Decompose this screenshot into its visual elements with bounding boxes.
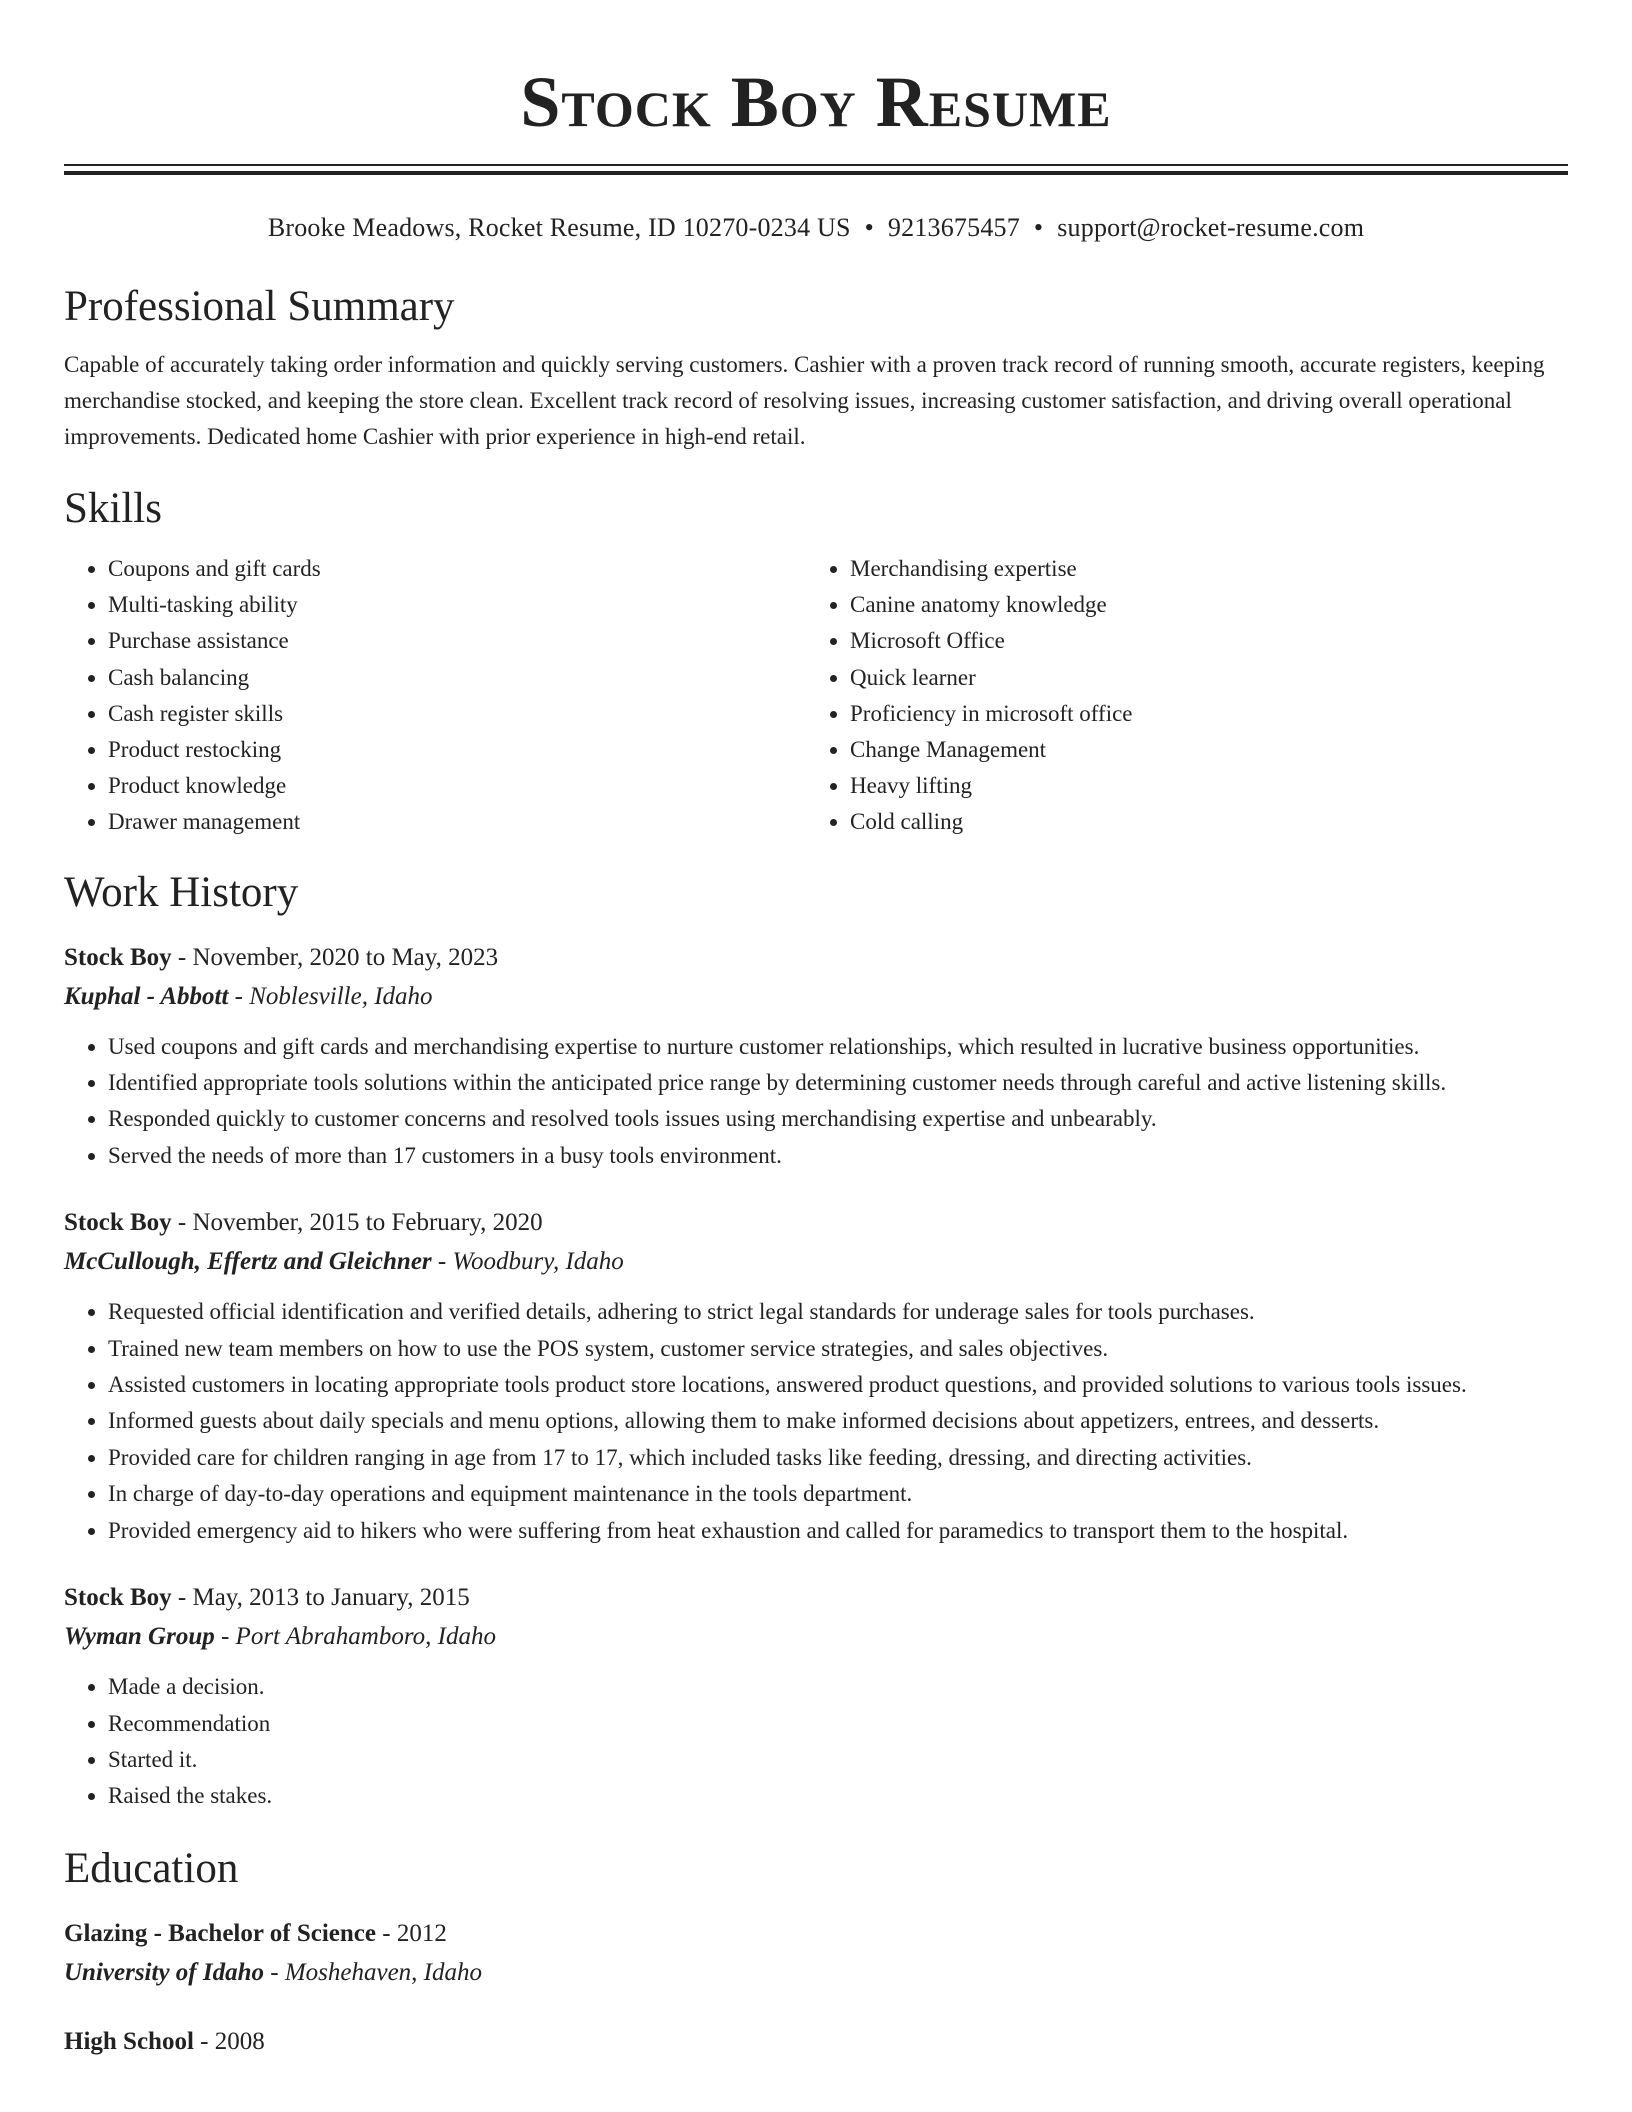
job-company: Wyman Group (64, 1623, 215, 1651)
job-bullets (64, 1669, 1568, 1815)
degree-line (64, 2023, 1568, 2061)
skill-item: • Canine anatomy knowledge (850, 587, 1550, 623)
contact-address: Brooke Meadows, Rocket Resume, ID 10270-0234 US (267, 213, 851, 242)
job-company-line (64, 977, 1568, 1017)
job-entry (64, 1204, 1568, 1549)
job-location: - Port Abrahamboro, Idaho (214, 1623, 496, 1651)
degree-year: - 2012 (376, 1919, 447, 1947)
skill-item: • Cold calling (850, 804, 1550, 840)
resume-title: Stock Boy Resume (520, 62, 1112, 142)
job-dates: - November, 2020 to May, 2023 (171, 943, 499, 971)
job-company: Kuphal - Abbott (64, 982, 229, 1010)
skill-item: • Merchandising expertise (850, 551, 1550, 587)
job-company: McCullough, Effertz and Gleichner (64, 1248, 432, 1276)
degree-year: - 2008 (193, 2027, 265, 2055)
education-heading: Education (64, 1844, 239, 1892)
degree-name: Glazing - Bachelor of Science (64, 1919, 376, 1947)
contact-email: support@rocket-resume.com (1057, 213, 1365, 242)
job-bullet: • Raised the stakes. (108, 1778, 1568, 1814)
title-divider (64, 164, 1568, 175)
job-location: - Noblesville, Idaho (228, 982, 433, 1010)
job-entry (64, 1579, 1568, 1815)
job-title: Stock Boy (64, 1584, 172, 1612)
skill-item: • Product restocking (108, 732, 806, 768)
skill-item: • Multi-tasking ability (108, 587, 806, 623)
school-location: - Moshehaven, Idaho (264, 1958, 482, 1986)
job-bullet: • Served the needs of more than 17 customers in a busy tools environment. (108, 1138, 1568, 1174)
summary-text: Capable of accurately taking order information and quickly serving customers. Cashier with a proven track record of running smooth, accurate registers, keeping merchandise stocked, and keeping the store clean. Excellent track record of resolving issues, increasing customer satisfaction, and driving overall operational improvements. Dedicated home Cashier with prior experience in high-end retail. (64, 352, 1545, 449)
contact-separator: • (864, 213, 874, 242)
job-bullet: • Provided emergency aid to hikers who were suffering from heat exhaustion and called for paramedics to transport them to the hospital. (108, 1513, 1568, 1549)
job-bullet: • Provided care for children ranging in age from 17 to 17, which included tasks like feeding, dressing, and directing activities. (108, 1440, 1568, 1476)
skill-item: • Microsoft Office (850, 623, 1550, 659)
school-line (64, 1953, 1568, 1993)
job-bullet: • Used coupons and gift cards and merchandising expertise to nurture customer relationships, which resulted in lucrative business opportunities. (108, 1029, 1568, 1065)
skill-item: • Coupons and gift cards (108, 551, 806, 587)
job-bullets (64, 1294, 1568, 1549)
job-dates: - May, 2013 to January, 2015 (171, 1584, 470, 1612)
skill-item: • Drawer management (108, 804, 806, 840)
skill-item: • Quick learner (850, 660, 1550, 696)
skills-heading: Skills (64, 485, 162, 532)
skill-item: • Cash register skills (108, 696, 806, 732)
school-name: University of Idaho (64, 1958, 264, 1986)
job-dates: - November, 2015 to February, 2020 (171, 1209, 543, 1237)
job-bullet: • Requested official identification and verified details, adhering to strict legal standards for underage sales for tools purchases. (108, 1294, 1568, 1330)
job-bullet: • Recommendation (108, 1706, 1568, 1742)
contact-line (64, 211, 1568, 245)
job-bullets (64, 1029, 1568, 1175)
skill-item: • Product knowledge (108, 768, 806, 804)
education-entry (64, 2023, 1568, 2061)
skill-item: • Change Management (850, 732, 1550, 768)
degree-line (64, 1915, 1568, 1953)
job-bullet: • Started it. (108, 1742, 1568, 1778)
job-location: - Woodbury, Idaho (431, 1248, 624, 1276)
degree-name: High School (64, 2027, 194, 2055)
job-title: Stock Boy (64, 943, 172, 971)
skills-list-right (806, 551, 1550, 841)
job-bullet: • Trained new team members on how to use the POS system, customer service strategies, and sales objectives. (108, 1331, 1568, 1367)
job-bullet: • In charge of day-to-day operations and equipment maintenance in the tools department. (108, 1476, 1568, 1512)
skills-list-left (64, 551, 806, 841)
contact-separator: • (1033, 213, 1044, 242)
skill-item: • Purchase assistance (108, 623, 806, 659)
skill-item: • Cash balancing (108, 660, 806, 696)
job-title: Stock Boy (64, 1209, 172, 1237)
resume-page (64, 0, 1568, 2061)
job-bullet: • Informed guests about daily specials and menu options, allowing them to make informed decisions about appetizers, entrees, and desserts. (108, 1403, 1568, 1439)
work-history-heading: Work History (64, 868, 299, 916)
education-entry (64, 1915, 1568, 1993)
skill-item: • Proficiency in microsoft office (850, 696, 1550, 732)
job-entry (64, 939, 1568, 1175)
job-bullet: • Responded quickly to customer concerns and resolved tools issues using merchandising expertise and unbearably. (108, 1101, 1568, 1137)
job-bullet: • Assisted customers in locating appropriate tools product store locations, answered product questions, and provided solutions to various tools issues. (108, 1367, 1568, 1403)
summary-heading: Professional Summary (64, 283, 455, 330)
job-bullet: • Made a decision. (108, 1669, 1568, 1705)
job-title-line (64, 1579, 1568, 1617)
job-company-line (64, 1617, 1568, 1657)
skill-item: • Heavy lifting (850, 768, 1550, 804)
job-title-line (64, 1204, 1568, 1242)
job-title-line (64, 939, 1568, 977)
job-company-line (64, 1242, 1568, 1282)
skills-columns (64, 551, 1568, 841)
contact-phone: 9213675457 (887, 213, 1020, 242)
job-bullet: • Identified appropriate tools solutions within the anticipated price range by determining customer needs through careful and active listening skills. (108, 1065, 1568, 1101)
